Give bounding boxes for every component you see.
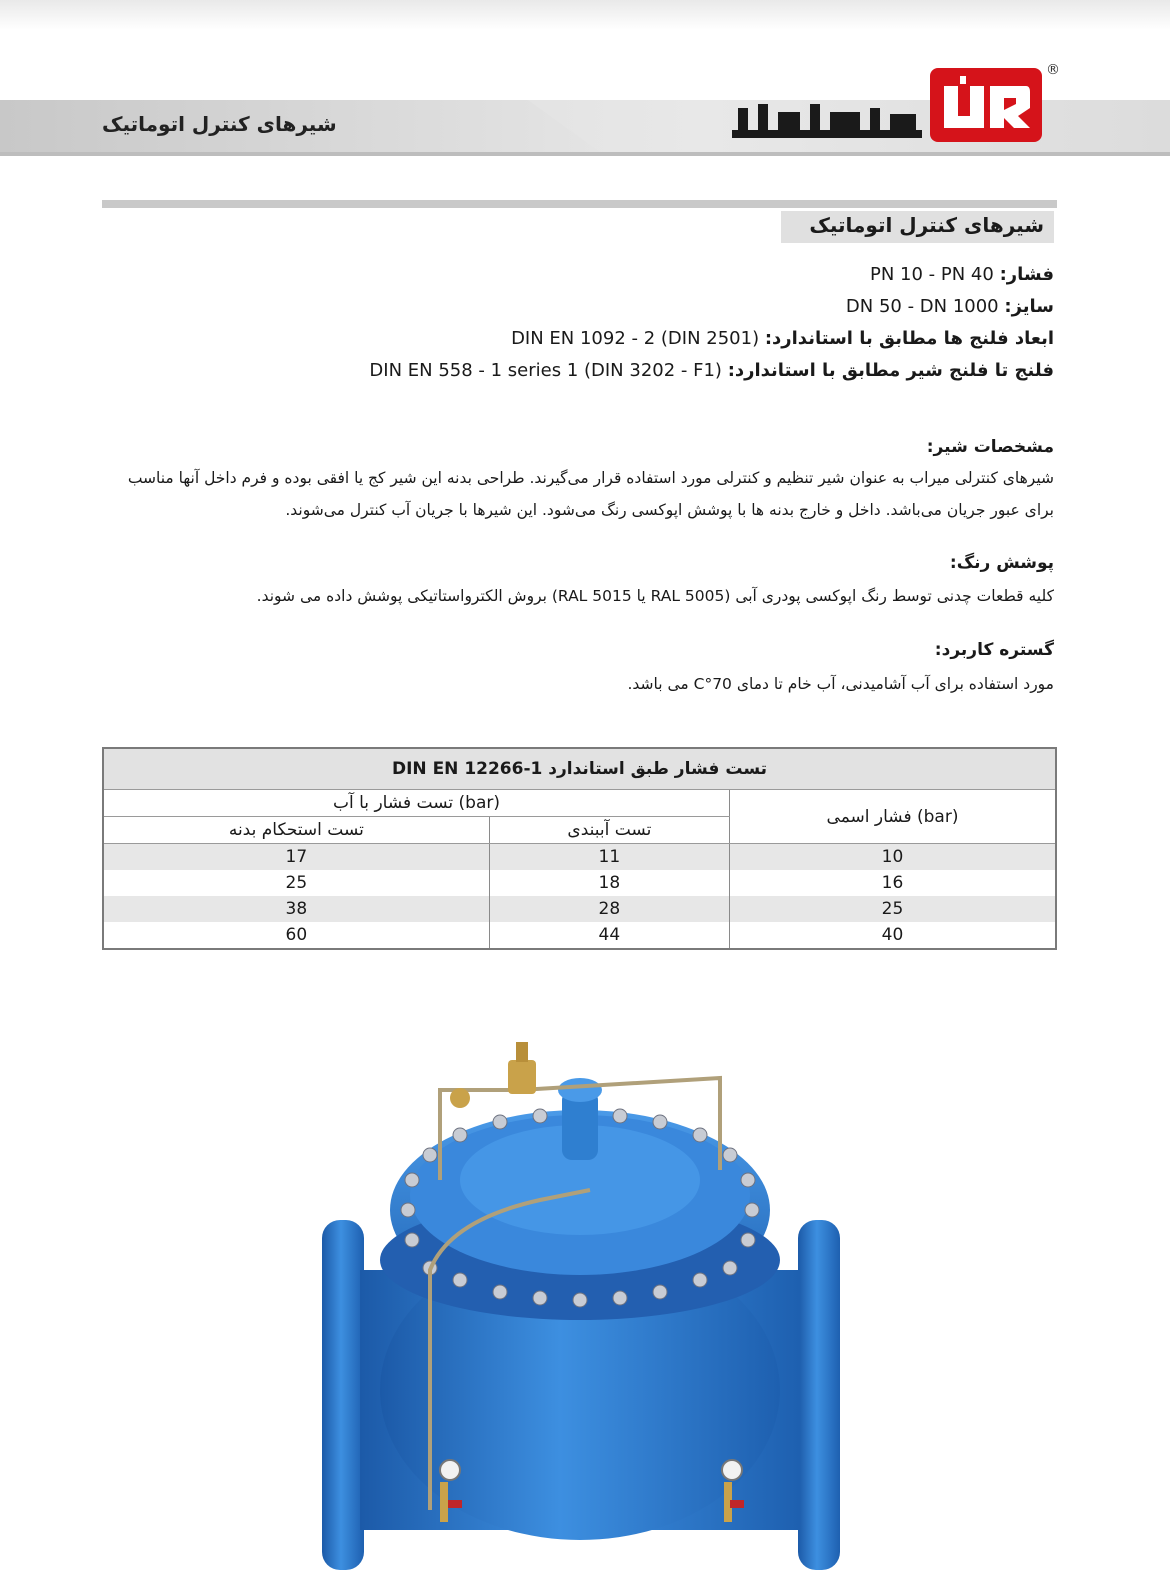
header-body-test-group: تست فشار با آب (bar) <box>103 790 730 817</box>
header-body-strength: تست استحکام بدنه <box>103 817 489 844</box>
section-title: شیرهای کنترل اتوماتیک <box>781 211 1054 243</box>
header-nominal-pressure: فشار اسمی (bar) <box>730 790 1057 844</box>
table-row: 17 11 10 <box>103 844 1056 871</box>
pressure-test-table <box>102 747 1057 950</box>
registered-mark: ® <box>1046 62 1060 78</box>
valve-specs-heading: مشخصات شیر: <box>926 437 1054 457</box>
header-title: شیرهای کنترل اتوماتیک <box>102 112 337 136</box>
table-row: 38 28 25 <box>103 896 1056 922</box>
coating-heading: پوشش رنگ: <box>949 553 1054 573</box>
spec-pressure: فشار: PN 10 - PN 40 <box>870 264 1054 285</box>
application-text: مورد استفاده برای آب آشامیدنی، آب خام تا دمای 70°C می باشد. <box>627 675 1054 693</box>
valve-specs-text: شیرهای کنترلی میراب به عنوان شیر تنظیم و کنترلی مورد استفاده قرار می‌گیرند. طراحی بدنه این شیر کج یا افقی بوده و فرم داخل آنها مناسب برای عبور جریان می‌باشد. داخل و خارج بدنه ها با پوشش اپوکسی رنگ می‌شود. این شیرها با جریان آب کنترل می‌شوند. <box>127 469 1054 519</box>
spec-face-to-face: فلنج تا فلنج شیر مطابق با استاندارد: DIN EN 558 - 1 series 1 (DIN 3202 - F1) <box>369 360 1054 381</box>
spec-flange-dimensions: ابعاد فلنج ها مطابق با استاندارد: DIN EN 1092 - 2 (DIN 2501) <box>511 328 1054 349</box>
control-valve-photo <box>300 1030 860 1582</box>
table-row: 25 18 16 <box>103 870 1056 896</box>
brand-logo <box>720 62 1060 152</box>
table-row: 60 44 40 <box>103 922 1056 949</box>
header-seal-test: تست آببندی <box>489 817 729 844</box>
logo-mark-icon <box>930 68 1042 142</box>
logo-wordmark-icon <box>732 100 922 140</box>
coating-text: کلیه قطعات چدنی توسط رنگ اپوکسی پودری آبی (RAL 5005 یا RAL 5015) بروش الکترواستاتیکی پوشش داده می شوند. <box>256 587 1054 605</box>
table-title: تست فشار طبق استاندارد DIN EN 12266-1 <box>103 748 1056 790</box>
top-fade <box>0 0 1170 30</box>
spec-size: سایز: DN 50 - DN 1000 <box>845 296 1054 317</box>
application-heading: گستره کاربرد: <box>934 640 1054 660</box>
